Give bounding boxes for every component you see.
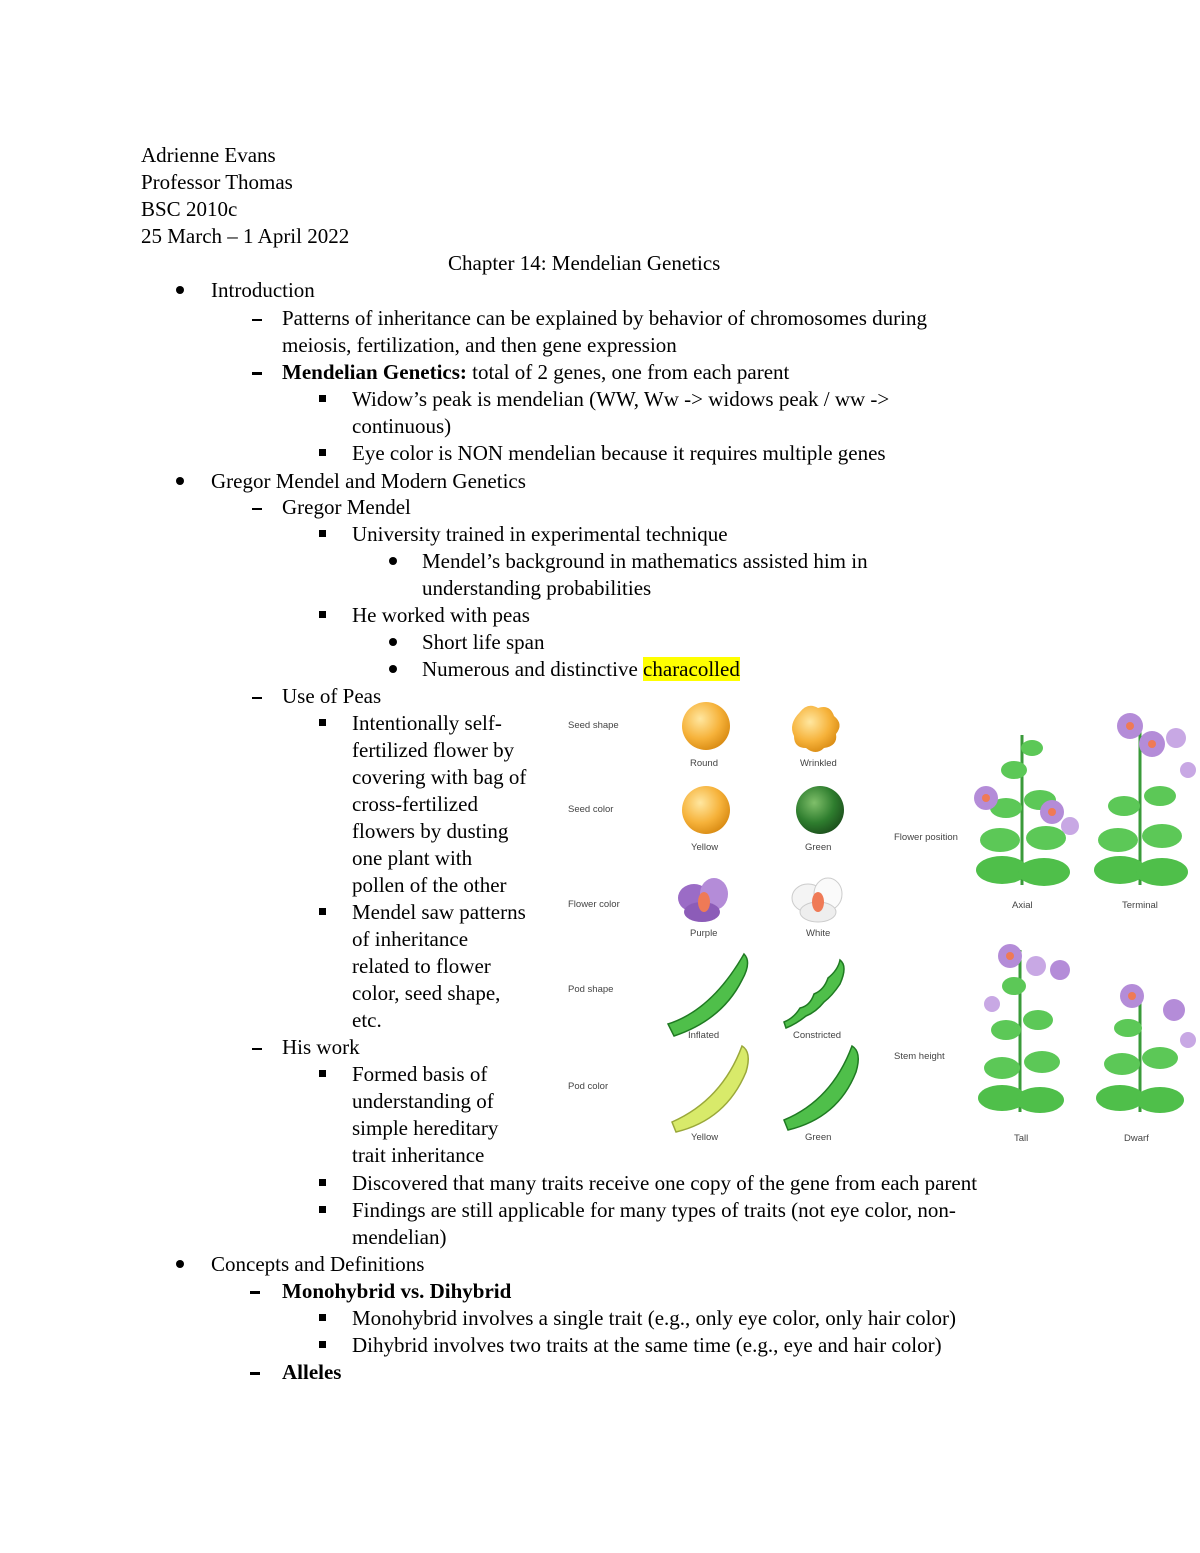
bullet-dash bbox=[252, 697, 262, 699]
note-text: understanding of bbox=[352, 1089, 494, 1113]
note-text: Formed basis of bbox=[352, 1062, 488, 1086]
term-definition: total of 2 genes, one from each parent bbox=[466, 360, 790, 384]
bullet-square bbox=[319, 395, 326, 402]
note-text: cross-fertilized bbox=[352, 792, 478, 816]
note-text: His work bbox=[282, 1035, 360, 1059]
terminal-plant-icon bbox=[1094, 713, 1196, 886]
bullet-dot bbox=[389, 638, 397, 646]
note-text: covering with bag of bbox=[352, 765, 527, 789]
note-text: Mendel’s background in mathematics assisted him in bbox=[422, 549, 868, 573]
bullet-dot bbox=[389, 557, 397, 565]
note-text: continuous) bbox=[352, 414, 452, 438]
note-text: meiosis, fertilization, and then gene expression bbox=[282, 333, 677, 357]
bullet-square bbox=[319, 1179, 326, 1186]
trait-yellow-seed: Yellow bbox=[691, 842, 719, 853]
note-text: flowers by dusting bbox=[352, 819, 509, 843]
wrinkled-seed-icon bbox=[792, 706, 840, 752]
note-text: Patterns of inheritance can be explained by behavior of chromosomes during bbox=[282, 306, 927, 330]
note-text: Monohybrid involves a single trait (e.g., only eye color, only hair color) bbox=[352, 1306, 956, 1330]
term-monohybrid-dihybrid: Monohybrid vs. Dihybrid bbox=[282, 1279, 512, 1303]
bullet-dash bbox=[252, 508, 262, 510]
row-label-pod-shape: Pod shape bbox=[568, 984, 614, 995]
white-flower-icon bbox=[792, 878, 842, 922]
constricted-pod-icon bbox=[784, 960, 844, 1028]
yellow-seed-icon bbox=[682, 786, 730, 834]
bullet-square bbox=[319, 908, 326, 915]
bullet-dot bbox=[176, 477, 184, 485]
professor-name: Professor Thomas bbox=[141, 170, 293, 194]
note-text: Widow’s peak is mendelian (WW, Ww -> widows peak / ww -> bbox=[352, 387, 890, 411]
section-introduction: Introduction bbox=[211, 278, 315, 302]
bullet-dash bbox=[252, 372, 262, 375]
note-text: University trained in experimental technique bbox=[352, 522, 728, 546]
label-flower-position: Flower position bbox=[894, 832, 958, 843]
tall-plant-icon bbox=[978, 944, 1070, 1113]
axial-plant-icon bbox=[974, 735, 1079, 886]
note-text: of inheritance bbox=[352, 927, 469, 951]
note-text: etc. bbox=[352, 1008, 382, 1032]
label-stem-height: Stem height bbox=[894, 1051, 945, 1062]
trait-purple: Purple bbox=[690, 928, 718, 939]
page-title: Chapter 14: Mendelian Genetics bbox=[448, 251, 721, 275]
bullet-dash bbox=[252, 1048, 262, 1050]
note-text: Short life span bbox=[422, 630, 545, 654]
bullet-square bbox=[319, 719, 326, 726]
green-seed-icon bbox=[796, 786, 844, 834]
trait-wrinkled: Wrinkled bbox=[800, 758, 837, 769]
note-text: He worked with peas bbox=[352, 603, 530, 627]
note-text: mendelian) bbox=[352, 1225, 447, 1249]
trait-yellow-pod: Yellow bbox=[691, 1132, 719, 1143]
bullet-square bbox=[319, 530, 326, 537]
green-pod-icon bbox=[784, 1046, 858, 1130]
term-alleles: Alleles bbox=[282, 1360, 342, 1384]
dwarf-plant-icon bbox=[1096, 984, 1196, 1113]
note-text: pollen of the other bbox=[352, 873, 507, 897]
bullet-square bbox=[319, 1341, 326, 1348]
note-text: Findings are still applicable for many types of traits (not eye color, non- bbox=[352, 1198, 956, 1222]
note-text: Intentionally self- bbox=[352, 711, 502, 735]
trait-terminal: Terminal bbox=[1122, 900, 1158, 911]
section-concepts: Concepts and Definitions bbox=[211, 1252, 425, 1276]
inflated-pod-icon bbox=[668, 954, 748, 1036]
note-text: simple hereditary bbox=[352, 1116, 499, 1140]
row-label-seed-color: Seed color bbox=[568, 804, 614, 815]
bullet-dash bbox=[250, 1291, 260, 1294]
highlighted-word: characolled bbox=[643, 657, 740, 681]
term-bold: Mendelian Genetics: bbox=[282, 360, 467, 384]
trait-axial: Axial bbox=[1012, 900, 1033, 911]
note-text: Eye color is NON mendelian because it requires multiple genes bbox=[352, 441, 886, 465]
note-text: color, seed shape, bbox=[352, 981, 501, 1005]
bullet-square bbox=[319, 1314, 326, 1321]
row-label-seed-shape: Seed shape bbox=[568, 720, 619, 731]
bullet-dot bbox=[176, 286, 184, 294]
bullet-square bbox=[319, 449, 326, 456]
trait-tall: Tall bbox=[1014, 1133, 1029, 1144]
trait-round: Round bbox=[690, 758, 718, 769]
note-text-plain: Numerous and distinctive bbox=[422, 657, 644, 681]
bullet-square bbox=[319, 1070, 326, 1077]
note-text: Mendel saw patterns bbox=[352, 900, 526, 924]
round-seed-icon bbox=[682, 702, 730, 750]
trait-constricted: Constricted bbox=[793, 1030, 842, 1041]
note-text bbox=[422, 656, 740, 683]
pea-traits-figure bbox=[562, 700, 1200, 1150]
yellow-pod-icon bbox=[672, 1046, 748, 1132]
section-gregor-mendel: Gregor Mendel and Modern Genetics bbox=[211, 469, 526, 493]
purple-flower-icon bbox=[678, 878, 728, 922]
date-range: 25 March – 1 April 2022 bbox=[141, 224, 350, 248]
note-mendelian-genetics bbox=[282, 359, 789, 386]
author-name: Adrienne Evans bbox=[141, 143, 276, 167]
trait-white: White bbox=[806, 928, 831, 939]
trait-green-seed: Green bbox=[805, 842, 832, 853]
row-label-pod-color: Pod color bbox=[568, 1081, 609, 1092]
note-text: trait inheritance bbox=[352, 1143, 485, 1167]
note-text: related to flower bbox=[352, 954, 491, 978]
note-text: one plant with bbox=[352, 846, 473, 870]
note-text: fertilized flower by bbox=[352, 738, 515, 762]
row-label-flower-color: Flower color bbox=[568, 899, 620, 910]
bullet-dot bbox=[389, 665, 397, 673]
bullet-dash bbox=[252, 319, 262, 321]
bullet-square bbox=[319, 611, 326, 618]
note-text: Discovered that many traits receive one copy of the gene from each parent bbox=[352, 1171, 978, 1195]
note-text: understanding probabilities bbox=[422, 576, 652, 600]
trait-inflated: Inflated bbox=[688, 1030, 720, 1041]
note-text: Use of Peas bbox=[282, 684, 382, 708]
bullet-dash bbox=[250, 1372, 260, 1375]
note-text: Gregor Mendel bbox=[282, 495, 411, 519]
bullet-dot bbox=[176, 1260, 184, 1268]
course-code: BSC 2010c bbox=[141, 197, 238, 221]
trait-dwarf: Dwarf bbox=[1124, 1133, 1149, 1144]
note-text: Dihybrid involves two traits at the same time (e.g., eye and hair color) bbox=[352, 1333, 942, 1357]
trait-green-pod: Green bbox=[805, 1132, 832, 1143]
bullet-square bbox=[319, 1206, 326, 1213]
